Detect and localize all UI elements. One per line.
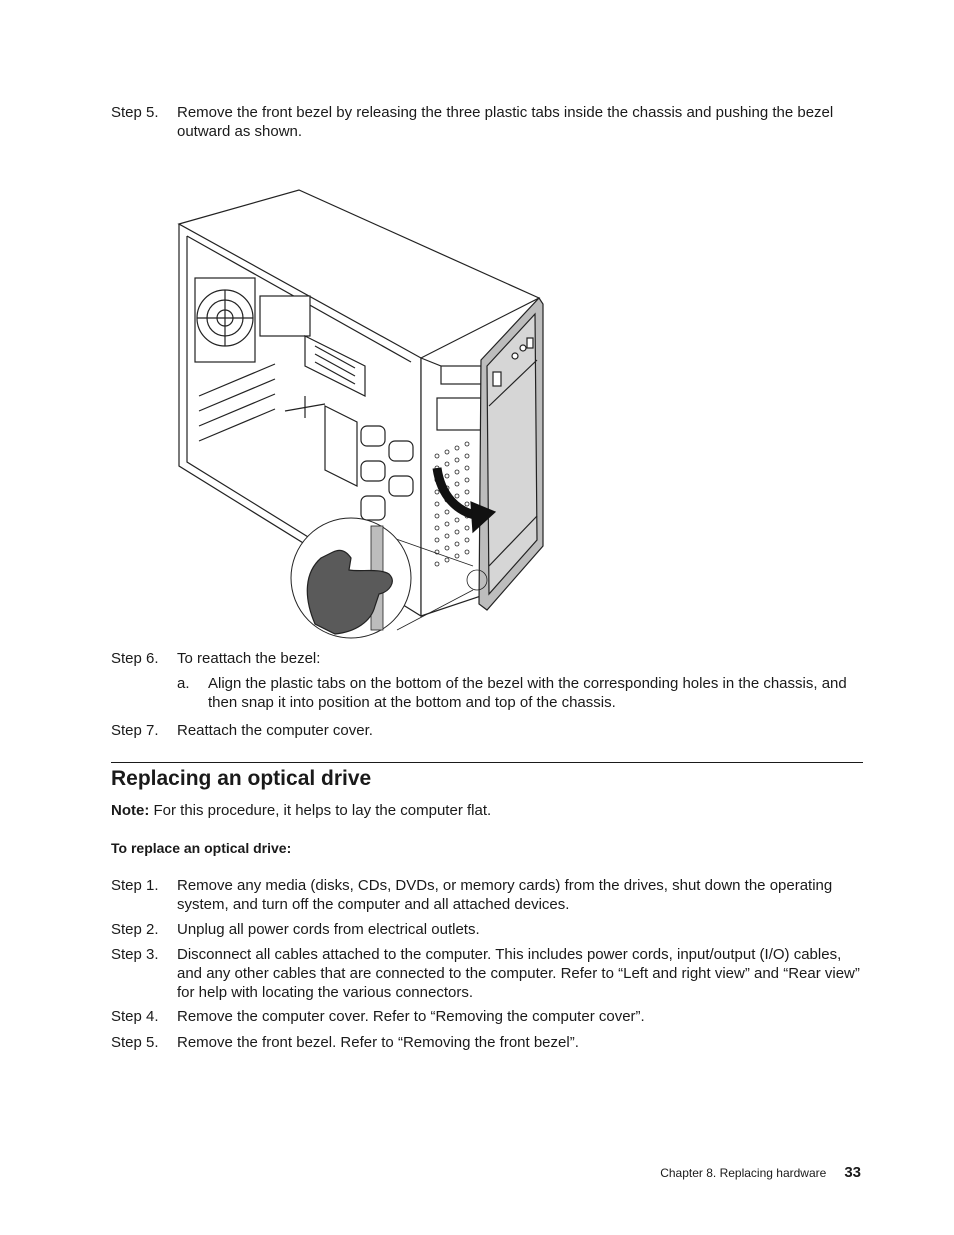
step-number: Step 3.	[111, 946, 159, 963]
step-text: Unplug all power cords from electrical outlets.	[177, 921, 480, 938]
step-text: Remove the front bezel by releasing the three plastic tabs inside the chassis and pushing the bezel outward as shown.	[177, 104, 834, 140]
step-number: Step 7.	[111, 722, 159, 739]
step-number: Step 4.	[111, 1008, 159, 1025]
step-text: Reattach the computer cover.	[177, 722, 373, 739]
step-text: To reattach the bezel:	[177, 650, 321, 667]
substep-text: Align the plastic tabs on the bottom of the bezel with the corresponding holes in the chassis, and then snap it into position at the bottom and top of the chassis.	[208, 675, 847, 711]
step-number: Step 5.	[111, 1034, 159, 1051]
step-text: Remove the front bezel. Refer to “Removing the front bezel”.	[177, 1034, 579, 1051]
note	[111, 801, 491, 820]
section-title: Replacing an optical drive	[111, 767, 372, 790]
note-label: Note:	[111, 802, 150, 819]
page-number: 33	[844, 1164, 861, 1181]
note-text: For this procedure, it helps to lay the computer flat.	[149, 802, 492, 819]
step-text: Remove the computer cover. Refer to “Removing the computer cover”.	[177, 1008, 645, 1025]
section-divider	[111, 762, 863, 763]
step-text: Remove any media (disks, CDs, DVDs, or memory cards) from the drives, shut down the operating system, and turn off the computer and all attached devices.	[177, 877, 833, 913]
bezel-removal-illustration	[175, 186, 547, 640]
page-footer	[660, 1163, 861, 1183]
procedure-title: To replace an optical drive:	[111, 840, 292, 856]
step-number: Step 1.	[111, 877, 159, 894]
footer-chapter: Chapter 8. Replacing hardware	[660, 1166, 827, 1180]
step-text: Disconnect all cables attached to the computer. This includes power cords, input/output (I/O) cables, and any other cables that are connected to the computer. Refer to “Left and right view” and “Rear view” for help with locating the various connectors.	[177, 946, 860, 1001]
step-number: Step 2.	[111, 921, 159, 938]
step-number: Step 6.	[111, 650, 159, 667]
substep-letter: a.	[177, 675, 190, 692]
step-number: Step 5.	[111, 104, 159, 121]
